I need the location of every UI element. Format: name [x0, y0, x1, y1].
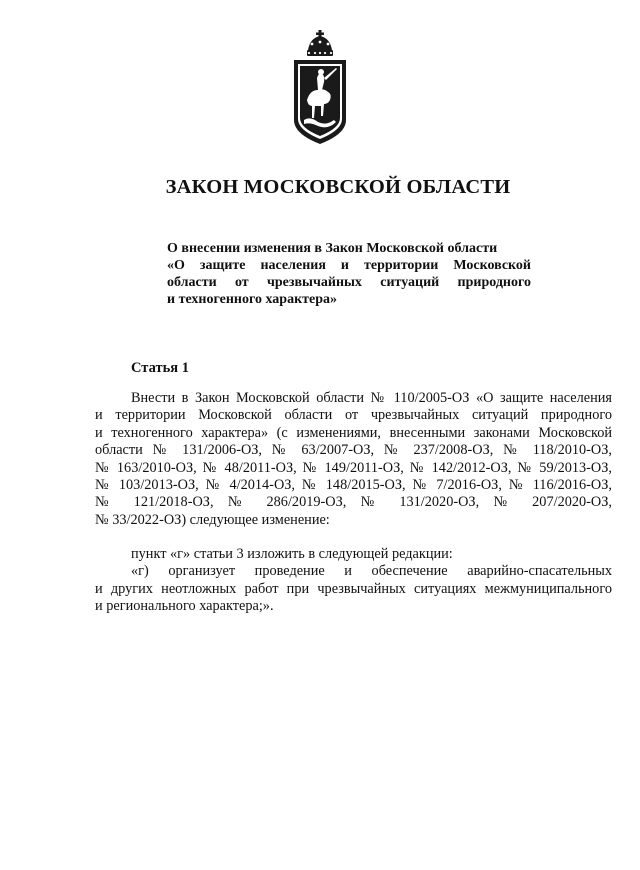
coat-of-arms-icon: [290, 28, 350, 146]
article-intro-paragraph: [95, 390, 612, 529]
subject-line: и техногенного характера»: [167, 292, 338, 307]
paragraph-line: № 33/2022-ОЗ) следующее изменение:: [95, 511, 330, 528]
law-subject: [167, 240, 531, 308]
document-title: ЗАКОН МОСКОВСКОЙ ОБЛАСТИ: [165, 176, 511, 198]
subject-line: О внесении изменения в Закон Московской области: [167, 241, 498, 256]
paragraph-line: № 103/2013-ОЗ, № 4/2014-ОЗ, № 148/2015-ОЗ, № 7/2016-ОЗ, № 116/2016-ОЗ,: [95, 477, 612, 494]
subject-line: «О защите населения и территории Московской: [167, 258, 531, 273]
article-change-paragraph: [95, 546, 612, 616]
paragraph-line: № 121/2018-ОЗ, № 286/2019-ОЗ, № 131/2020-ОЗ, № 207/2020-ОЗ,: [95, 494, 612, 511]
paragraph-line: пункт «г» статьи 3 изложить в следующей редакции:: [131, 546, 453, 562]
paragraph-line: Внести в Закон Московской области № 110/2005-ОЗ «О защите населения: [131, 390, 612, 406]
paragraph-line: и техногенного характера» (с изменениями, внесенными законами Московской: [95, 424, 612, 441]
paragraph-line: и регионального характера;».: [95, 598, 274, 615]
paragraph-line: «г) организует проведение и обеспечение аварийно-спасательных: [131, 563, 612, 580]
paragraph-line: № 163/2010-ОЗ, № 48/2011-ОЗ, № 149/2011-ОЗ, № 142/2012-ОЗ, № 59/2013-ОЗ,: [95, 459, 612, 476]
paragraph-line: и других неотложных работ при чрезвычайных ситуациях межмуниципального: [95, 580, 612, 597]
article-heading: Статья 1: [131, 360, 189, 376]
paragraph-line: области № 131/2006-ОЗ, № 63/2007-ОЗ, № 237/2008-ОЗ, № 118/2010-ОЗ,: [95, 442, 612, 459]
subject-line: области от чрезвычайных ситуаций природного: [167, 275, 531, 290]
paragraph-line: и территории Московской области от чрезвычайных ситуаций природного: [95, 407, 612, 424]
